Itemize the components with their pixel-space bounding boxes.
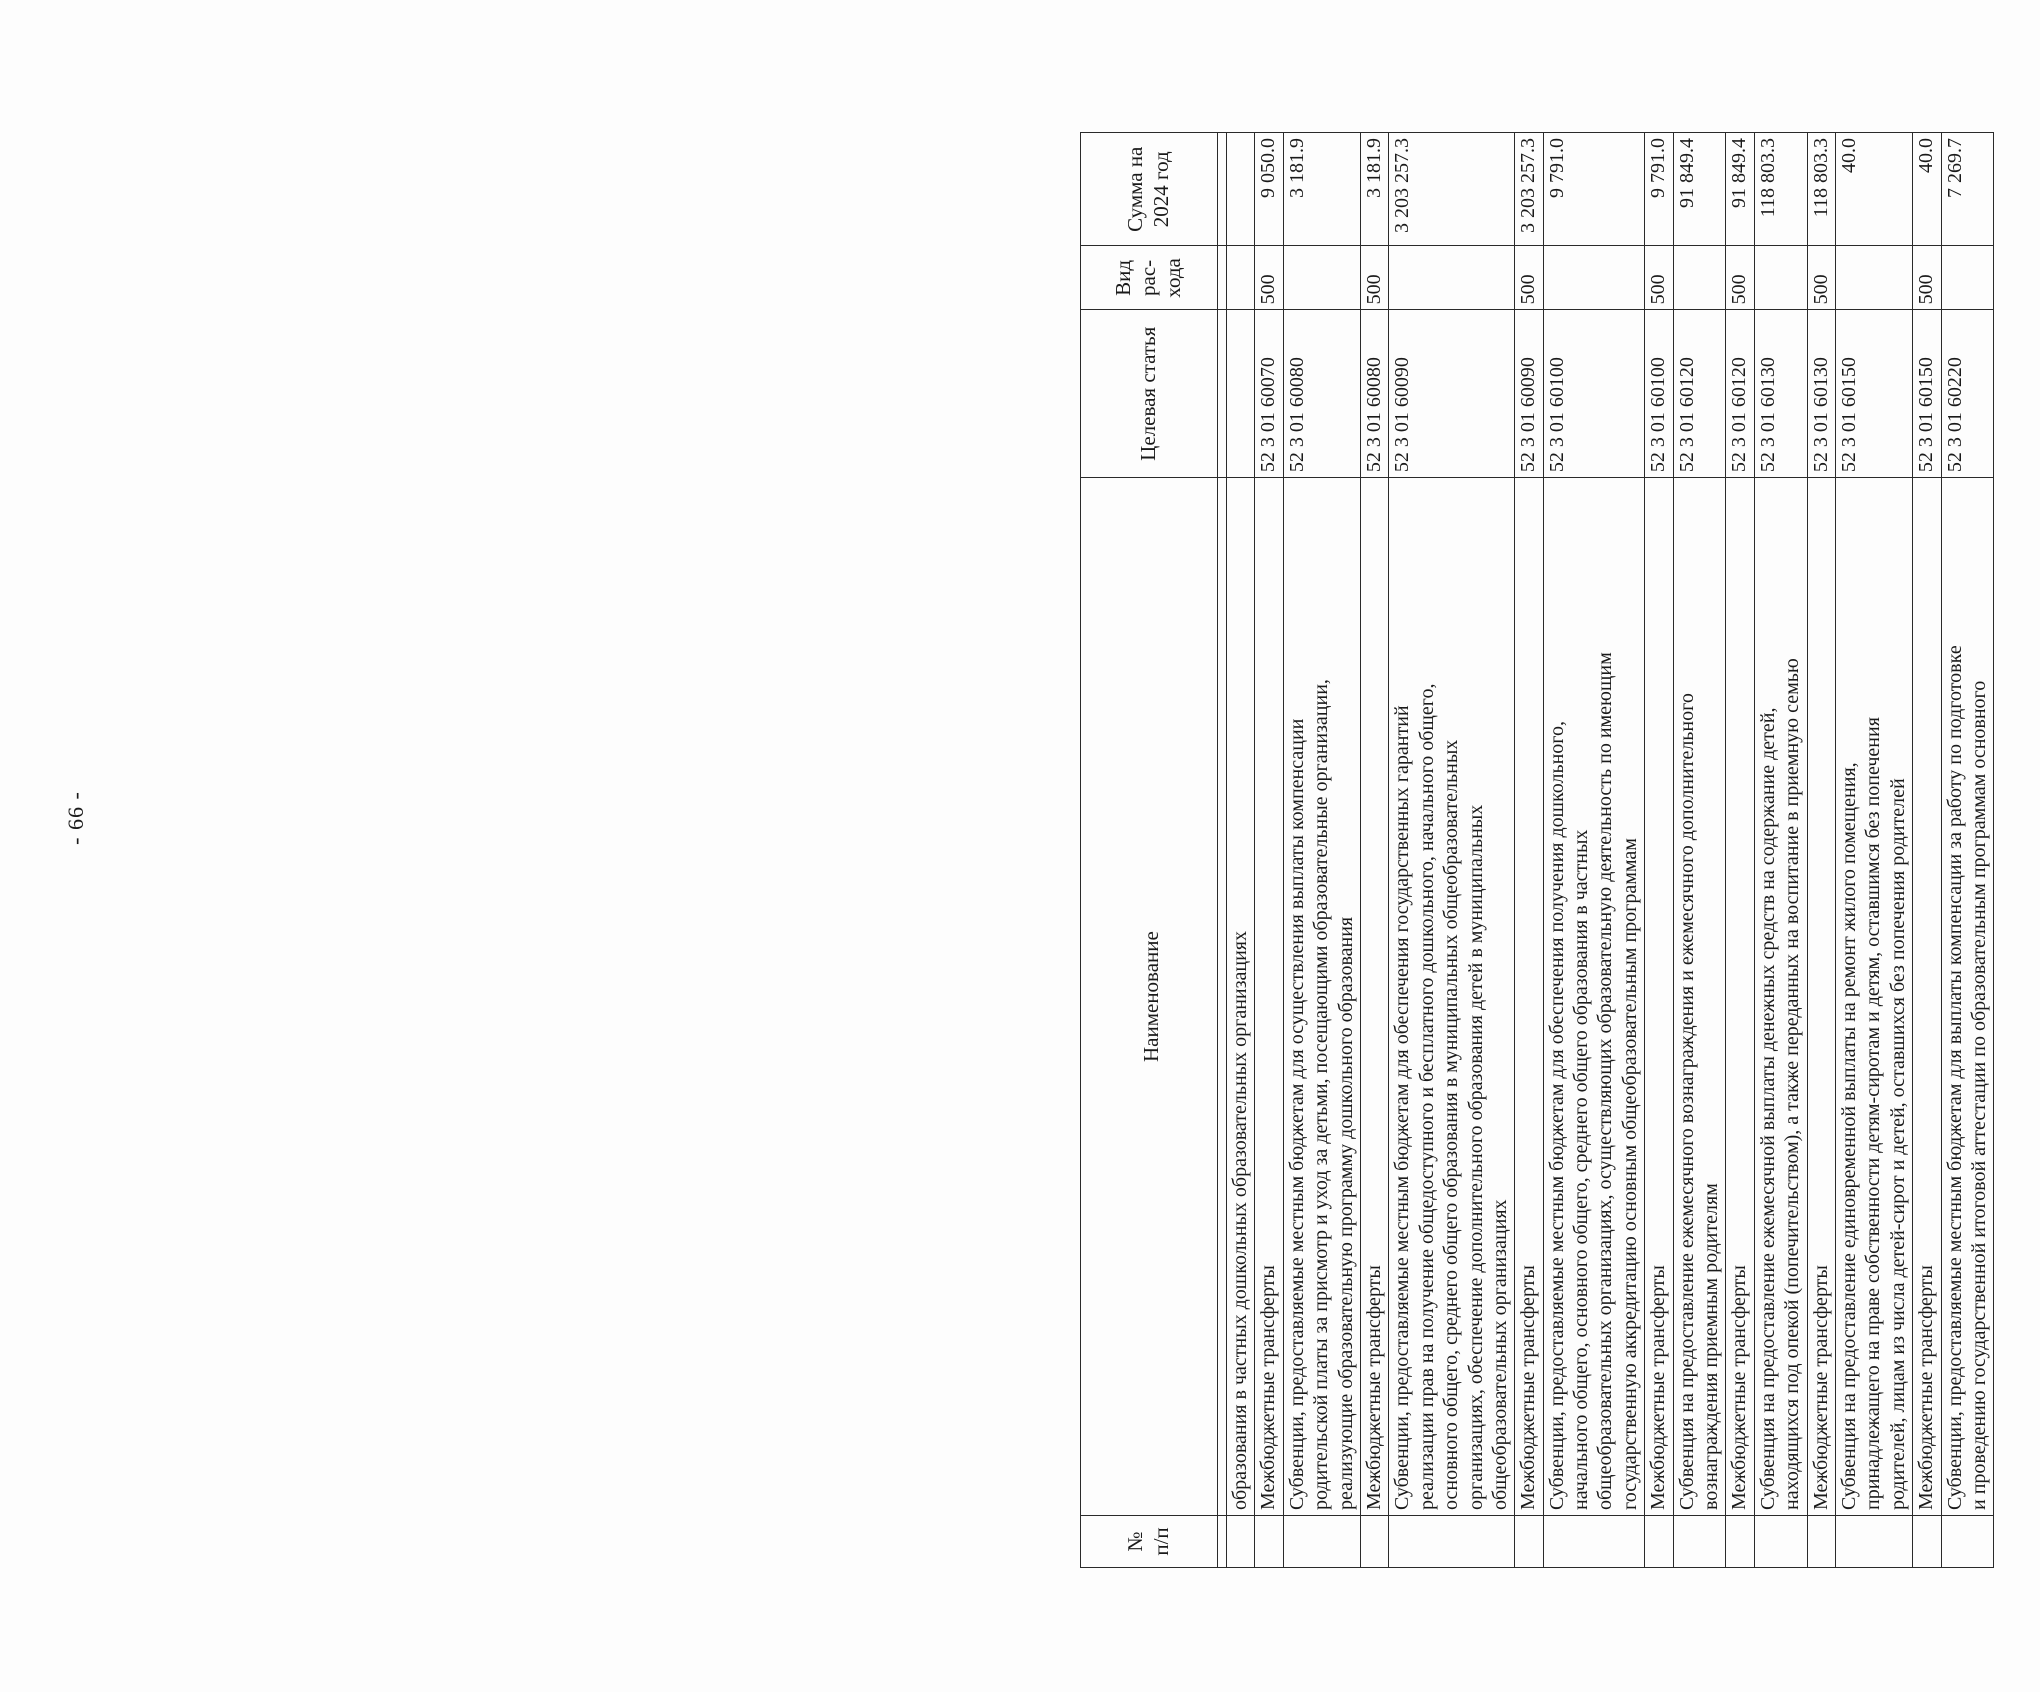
- table-row: [1726, 133, 1754, 1568]
- row-name-cell: [1941, 478, 1994, 1516]
- row-number-cell: [1283, 1516, 1360, 1568]
- row-number-cell: [1673, 1516, 1726, 1568]
- row-sum-cell: 9 050.0: [1255, 133, 1283, 247]
- row-name-line: общеобразовательных организациях: [1488, 1199, 1511, 1510]
- table-row: [1360, 133, 1388, 1568]
- row-number-cell: [1645, 1516, 1673, 1568]
- row-target-cell: 52 3 01 60090: [1515, 310, 1543, 478]
- row-name-line: Субвенция на предоставление единовременной выплаты на ремонт жилого помещения,: [1837, 762, 1860, 1510]
- row-name-line: образования в частных дошкольных образовательных организациях: [1229, 931, 1251, 1510]
- row-name-line: Субвенция на предоставление ежемесячного вознаграждения и ежемесячного дополнительного: [1675, 693, 1698, 1510]
- row-number-cell: [1835, 1516, 1912, 1568]
- table-row: [1283, 133, 1360, 1568]
- row-kind-cell: [1389, 246, 1515, 310]
- row-target-cell: 52 3 01 60130: [1807, 310, 1835, 478]
- row-number-cell: [1515, 1516, 1543, 1568]
- table-spacer-row: [1218, 133, 1227, 1568]
- row-name-line: Субвенции, предоставляемые местным бюджетам для осуществления выплаты компенсации: [1285, 718, 1308, 1510]
- row-number-cell: [1726, 1516, 1754, 1568]
- row-name-cell: [1543, 478, 1645, 1516]
- row-target-cell: 52 3 01 60120: [1673, 310, 1726, 478]
- header-sum: Сумма на 2024 год: [1081, 133, 1218, 247]
- row-name-line: Межбюджетные трансферты: [1809, 1265, 1832, 1510]
- table-row: [1807, 133, 1835, 1568]
- row-name-cell: [1913, 478, 1941, 1516]
- table-row: [1515, 133, 1543, 1568]
- table-row: [1255, 133, 1283, 1568]
- row-target-cell: 52 3 01 60100: [1645, 310, 1673, 478]
- table-row: [1913, 133, 1941, 1568]
- row-sum-cell: [1227, 133, 1255, 247]
- row-name-line: Субвенции, предоставляемые местным бюджетам для обеспечения государственных гарантий: [1391, 705, 1414, 1510]
- row-target-cell: 52 3 01 60150: [1835, 310, 1912, 478]
- row-name-cell: [1645, 478, 1673, 1516]
- row-name-line: Субвенции, предоставляемые местным бюджетам для выплаты компенсации за работу по подготовке: [1943, 645, 1966, 1510]
- row-kind-cell: 500: [1645, 246, 1673, 310]
- row-kind-cell: [1283, 246, 1360, 310]
- row-name-line: организациях, обеспечение дополнительного образования детей в муниципальных: [1464, 804, 1487, 1510]
- row-sum-cell: 118 803.3: [1754, 133, 1807, 247]
- row-kind-cell: [1835, 246, 1912, 310]
- row-name-line: Межбюджетные трансферты: [1517, 1265, 1540, 1510]
- row-target-cell: 52 3 01 60150: [1913, 310, 1941, 478]
- row-name-line: реализации прав на получение общедоступного и бесплатного дошкольного, начального общего,: [1415, 683, 1438, 1510]
- row-target-cell: 52 3 01 60100: [1543, 310, 1645, 478]
- row-name-line: Межбюджетные трансферты: [1257, 1265, 1280, 1510]
- table-row: [1389, 133, 1515, 1568]
- row-target-cell: 52 3 01 60220: [1941, 310, 1994, 478]
- row-name-line: Межбюджетные трансферты: [1362, 1265, 1385, 1510]
- row-name-line: Межбюджетные трансферты: [1915, 1265, 1938, 1510]
- row-name-line: вознаграждения приемным родителям: [1700, 1183, 1723, 1510]
- budget-table: [1080, 132, 1994, 1568]
- row-kind-cell: 500: [1913, 246, 1941, 310]
- row-name-line: Субвенции, предоставляемые местным бюджетам для обеспечения получения дошкольного,: [1545, 720, 1568, 1510]
- row-sum-cell: 3 203 257.3: [1389, 133, 1515, 247]
- row-name-line: Межбюджетные трансферты: [1647, 1265, 1670, 1510]
- row-number-cell: [1360, 1516, 1388, 1568]
- header-target: Целевая статья: [1081, 310, 1218, 478]
- row-name-line: находящихся под опекой (попечительством), а также переданных на воспитание в приемную семью: [1781, 658, 1804, 1510]
- table-header-row: [1081, 133, 1218, 1568]
- row-name-cell: [1807, 478, 1835, 1516]
- row-name-line: и проведению государственной итоговой аттестации по образовательным программам основного: [1967, 680, 1990, 1510]
- row-name-cell: [1283, 478, 1360, 1516]
- row-name-line: реализующие образовательную программу дошкольного образования: [1334, 916, 1357, 1510]
- row-sum-cell: 3 181.9: [1360, 133, 1388, 247]
- row-name-line: принадлежащего на праве собственности детям-сиротам и детям, оставшимся без попечения: [1862, 717, 1885, 1510]
- row-sum-cell: 91 849.4: [1726, 133, 1754, 247]
- table-row: [1835, 133, 1912, 1568]
- table-row: [1754, 133, 1807, 1568]
- rotated-page-content: [1080, 132, 2040, 1568]
- row-kind-cell: 500: [1726, 246, 1754, 310]
- row-target-cell: 52 3 01 60090: [1389, 310, 1515, 478]
- row-name-line: государственную аккредитацию основным общеобразовательным программам: [1618, 838, 1641, 1510]
- row-kind-cell: [1227, 246, 1255, 310]
- table-body: [1218, 133, 1994, 1568]
- row-name-line: родителей, лицам из числа детей-сирот и детей, оставшихся без попечения родителей: [1886, 778, 1909, 1510]
- row-number-cell: [1807, 1516, 1835, 1568]
- row-name-cell: [1515, 478, 1543, 1516]
- row-number-cell: [1389, 1516, 1515, 1568]
- table-row: [1941, 133, 1994, 1568]
- row-name-line: Межбюджетные трансферты: [1728, 1265, 1751, 1510]
- row-kind-cell: 500: [1515, 246, 1543, 310]
- row-target-cell: 52 3 01 60120: [1726, 310, 1754, 478]
- row-name-cell: [1360, 478, 1388, 1516]
- row-kind-cell: [1941, 246, 1994, 310]
- row-kind-cell: [1543, 246, 1645, 310]
- header-kind: Вид рас-хода: [1081, 246, 1218, 310]
- row-target-cell: 52 3 01 60080: [1283, 310, 1360, 478]
- row-kind-cell: 500: [1807, 246, 1835, 310]
- row-target-cell: [1227, 310, 1255, 478]
- table-row: [1543, 133, 1645, 1568]
- row-sum-cell: 7 269.7: [1941, 133, 1994, 247]
- row-name-line: начального общего, основного общего, среднего общего образования в частных: [1570, 829, 1593, 1510]
- row-sum-cell: 40.0: [1913, 133, 1941, 247]
- row-number-cell: [1754, 1516, 1807, 1568]
- row-sum-cell: 3 203 257.3: [1515, 133, 1543, 247]
- row-number-cell: [1255, 1516, 1283, 1568]
- row-name-line: Субвенция на предоставление ежемесячной выплаты денежных средств на содержание детей,: [1756, 707, 1779, 1510]
- row-number-cell: [1227, 1516, 1255, 1568]
- row-kind-cell: 500: [1255, 246, 1283, 310]
- row-sum-cell: 9 791.0: [1543, 133, 1645, 247]
- row-number-cell: [1543, 1516, 1645, 1568]
- row-sum-cell: 91 849.4: [1673, 133, 1726, 247]
- row-name-cell: [1726, 478, 1754, 1516]
- row-target-cell: 52 3 01 60130: [1754, 310, 1807, 478]
- row-name-line: родительской платы за присмотр и уход за детьми, посещающими образовательные организации,: [1310, 679, 1333, 1510]
- row-name-cell: [1673, 478, 1726, 1516]
- row-name-line: общеобразовательных организациях, осуществляющих образовательную деятельность по имеющим: [1594, 652, 1617, 1510]
- table-row: [1645, 133, 1673, 1568]
- row-name-cell: [1389, 478, 1515, 1516]
- row-number-cell: [1941, 1516, 1994, 1568]
- row-sum-cell: 9 791.0: [1645, 133, 1673, 247]
- header-num: № п/п: [1081, 1516, 1218, 1568]
- header-name: Наименование: [1081, 478, 1218, 1516]
- row-name-cell: [1835, 478, 1912, 1516]
- row-target-cell: 52 3 01 60070: [1255, 310, 1283, 478]
- row-sum-cell: 40.0: [1835, 133, 1912, 247]
- row-number-cell: [1913, 1516, 1941, 1568]
- row-kind-cell: 500: [1360, 246, 1388, 310]
- row-sum-cell: 118 803.3: [1807, 133, 1835, 247]
- row-kind-cell: [1754, 246, 1807, 310]
- table-row: [1673, 133, 1726, 1568]
- row-kind-cell: [1673, 246, 1726, 310]
- table-row: [1227, 133, 1255, 1568]
- row-name-cell: [1255, 478, 1283, 1516]
- row-name-cell: [1227, 478, 1255, 1516]
- row-name-line: основного общего, среднего общего образования в муниципальных общеобразовательных: [1440, 739, 1463, 1510]
- row-target-cell: 52 3 01 60080: [1360, 310, 1388, 478]
- page-number: - 66 -: [63, 791, 88, 845]
- row-sum-cell: 3 181.9: [1283, 133, 1360, 247]
- row-name-cell: [1754, 478, 1807, 1516]
